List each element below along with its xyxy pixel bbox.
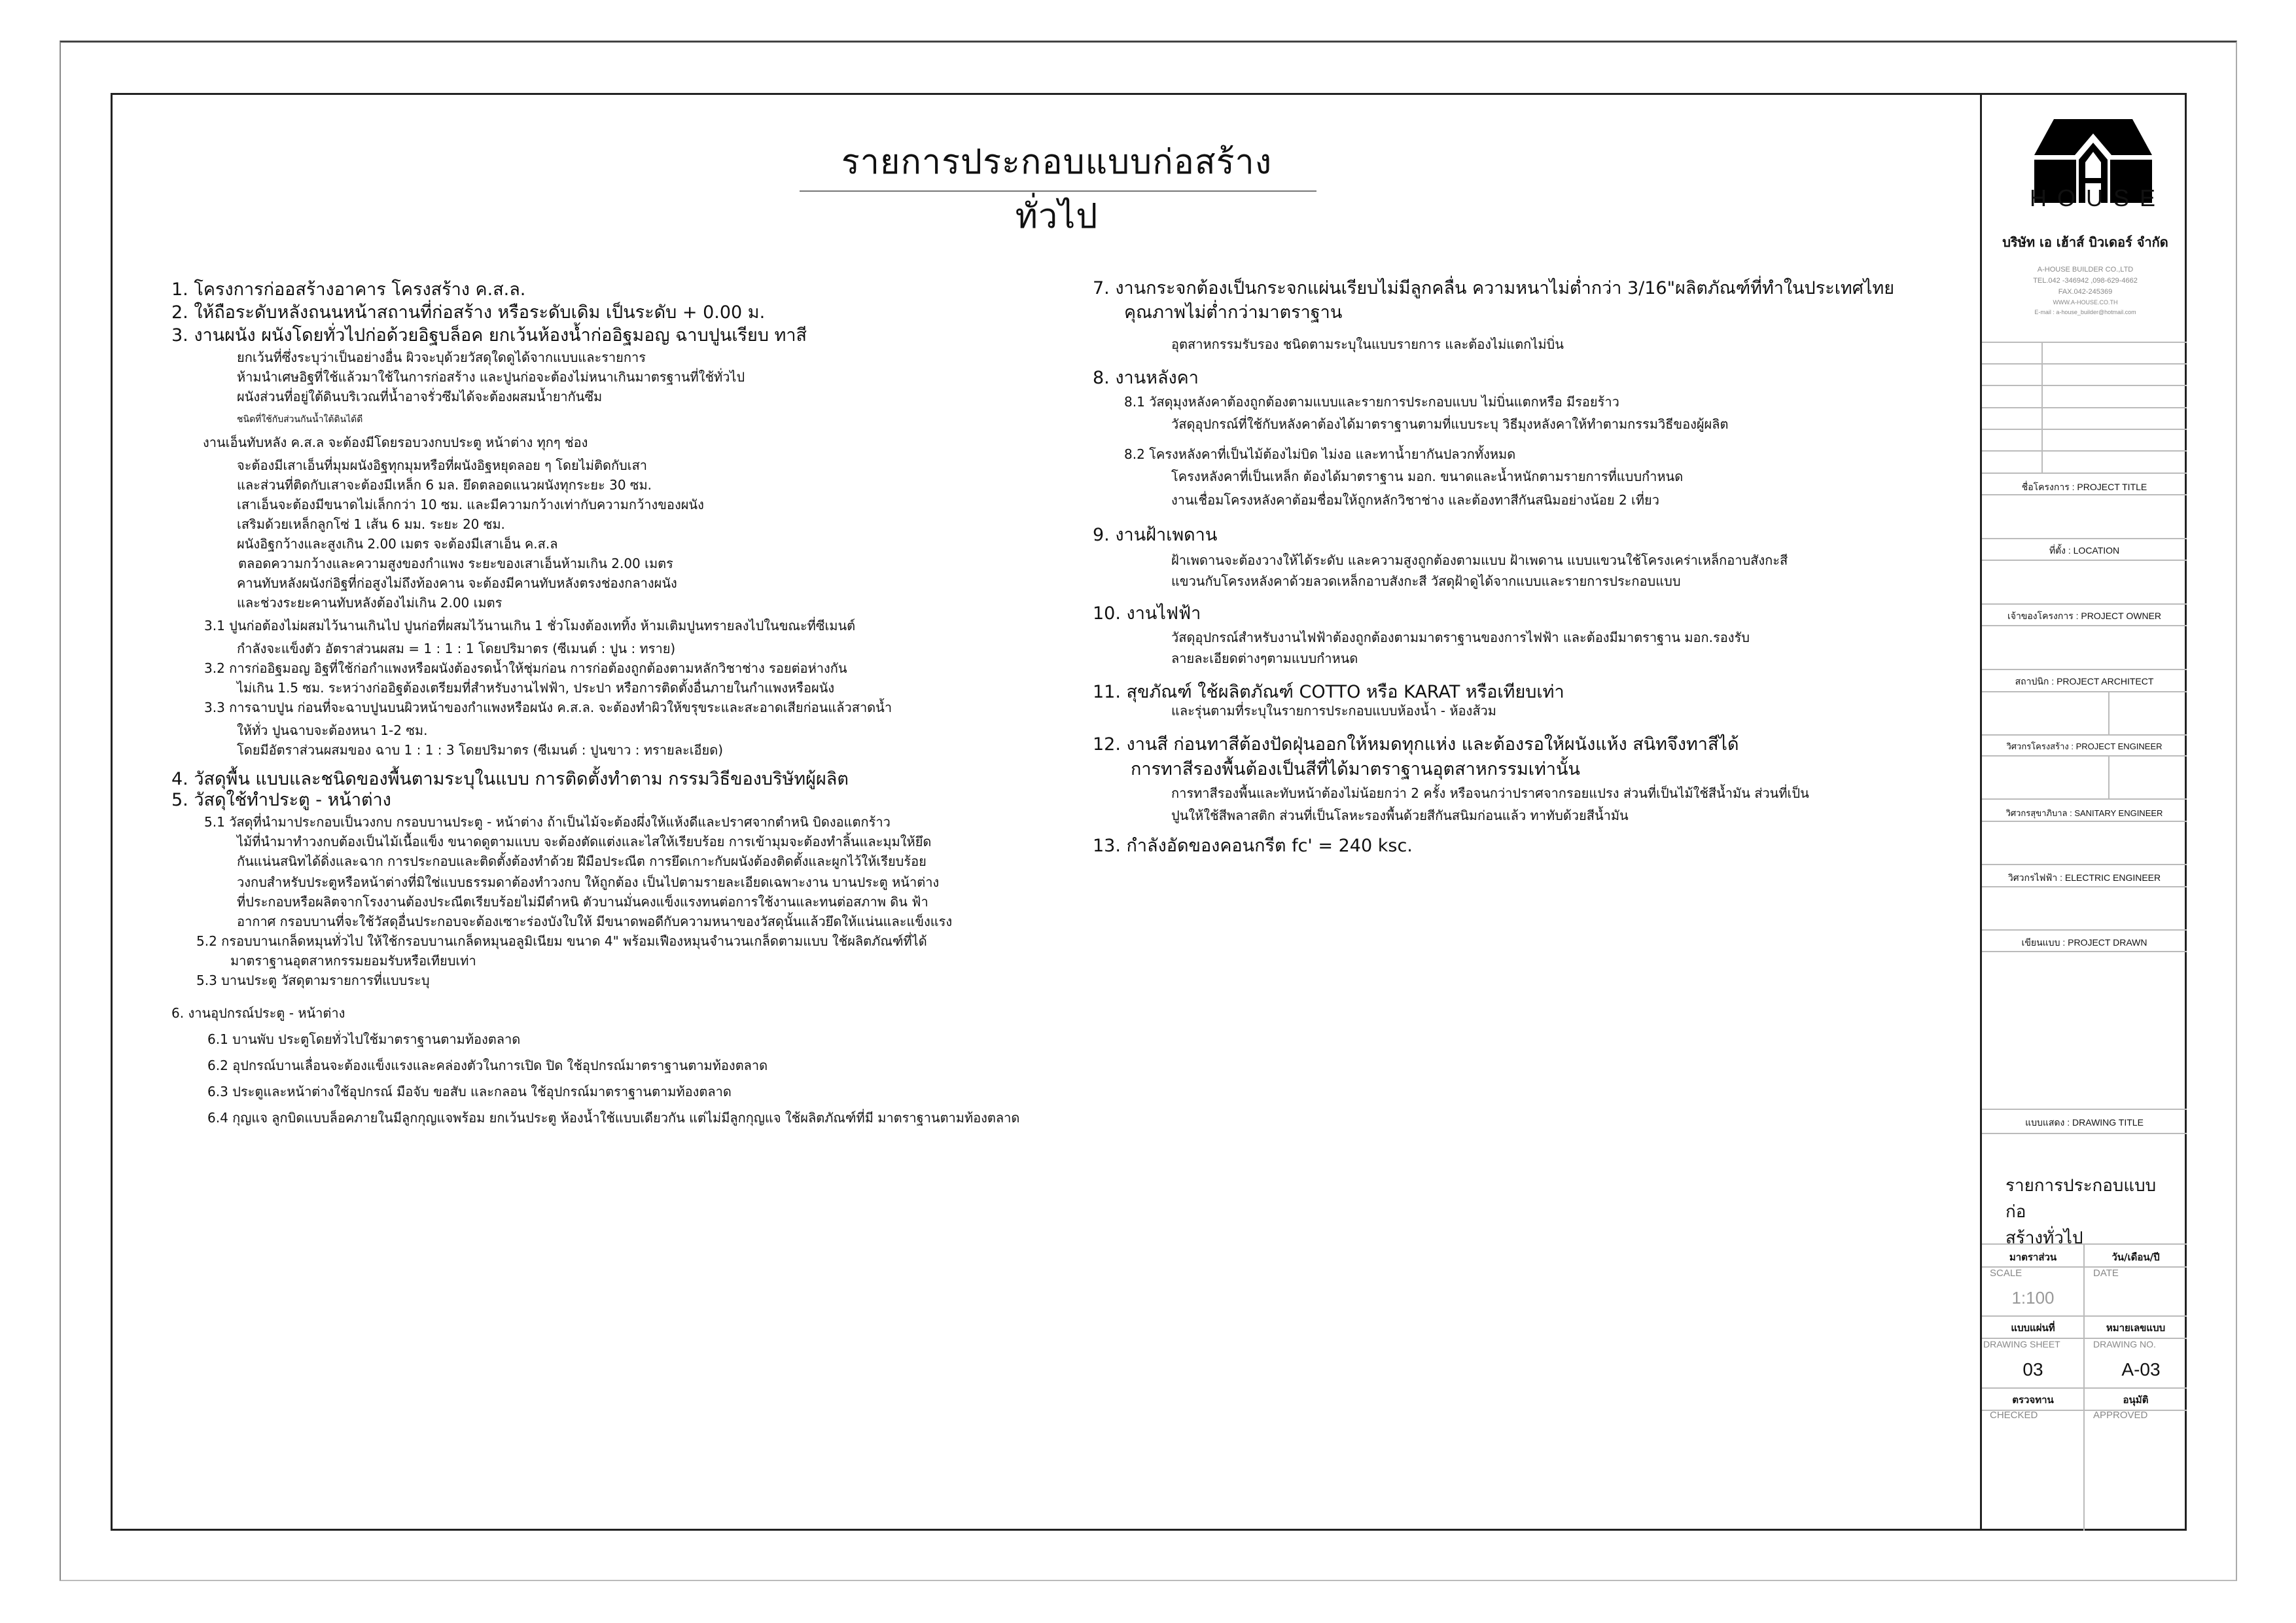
sheet-title: รายการประกอบแบบก่อสร้างทั่วไป <box>841 143 1273 236</box>
electric-engineer-label: วิศวกรไฟฟ้า : ELECTRIC ENGINEER <box>2007 872 2161 883</box>
project-title-label: ชื่อโครงการ : PROJECT TITLE <box>2021 482 2147 492</box>
note-line: 6.4 กุญแจ ลูกบิดแบบล็อคภายในมีลูกกุญแจพร้อม ยกเว้นประตู ห้องน้ำใช้แบบเดียวกัน แต่ไม่มีลูกกุญแจ ใช้ผลิตภัณฑ์ที่มี มาตราฐานตามท้องตลาด <box>207 1110 1020 1126</box>
divider <box>1982 538 2187 539</box>
note-line: ที่ประกอบหรือผลิตจากโรงงานต้องประณีตเรียบร้อยไม่มีตำหนิ ตัวบานมั่นคงแข็งแรงทนต่อการใช้งานและทนต่อสภาพ ดิน ฟ้า <box>237 894 928 910</box>
note-line: อากาศ กรอบบานที่จะใช้วัสดุอื่นประกอบจะต้องเซาะร่องบังใบให้ มีขนาดพอดีกับความหนาของวัสดุนั้นแล้วยึดให้แน่นและแข็งแรง <box>237 914 953 929</box>
note-line: ลายละเอียดต่างๆตามแบบกำหนด <box>1171 651 1358 666</box>
note-line: กันแน่นสนิทได้ดิ่งและฉาก การประกอบและติดตั้งต้องทำด้วย ฝีมือประณีต การยึดเกาะกับผนังต้องติดตั้งและผูกไว้ให้เรียบร้อย <box>237 853 927 869</box>
company-tel: TEL.042 -346942 ,098-629-4662 <box>2033 277 2138 285</box>
note-line: 2. ให้ถือระดับหลังถนนหน้าสถานที่ก่อสร้าง หรือระดับเดิม เป็นระดับ + 0.00 ม. <box>171 302 766 323</box>
project-architect-label: สถาปนิก : PROJECT ARCHITECT <box>2015 676 2154 687</box>
project-owner-label: เจ้าของโครงการ : PROJECT OWNER <box>2007 611 2162 621</box>
note-line: และส่วนที่ติดกับเสาจะต้องมีเหล็ก 6 มล. ยึดตลอดแนวผนังทุกระยะ 30 ซม. <box>237 477 652 493</box>
note-line: คานทับหลังผนังก่อิฐที่ก่อสูงไม่ถึงท้องคาน จะต้องมีคานทับหลังตรงช่องกลางผนัง <box>237 575 677 591</box>
divider <box>1982 669 2187 670</box>
logo-wordmark: HOUSE <box>2030 185 2166 211</box>
note-line: ฝ้าเพดานจะต้องวางให้ได้ระดับ และความสูงถูกต้องตามแบบ ฝ้าเพดาน แบบแขวนใช้โครงเคร่าเหล็กอาบสังกะสี <box>1171 552 1788 568</box>
divider <box>1982 1109 2187 1110</box>
note-line: และช่วงระยะคานทับหลังต้องไม่เกิน 2.00 เมตร <box>237 595 503 611</box>
note-line: 5.3 บานประตู วัสดุตามรายการที่แบบระบุ <box>196 972 430 988</box>
drawing-title-value <box>2005 1173 2176 1251</box>
note-line: ให้ทั่ว ปูนฉาบจะต้องหนา 1-2 ซม. <box>237 722 428 738</box>
drawing-sheet-value: 03 <box>2022 1359 2043 1380</box>
approved-label-thai: อนุมัติ <box>2123 1394 2149 1406</box>
note-line: เสริมด้วยเหล็กลูกโซ่ 1 เส้น 6 มม. ระยะ 20 ซม. <box>237 516 505 532</box>
divider <box>1982 625 2187 626</box>
note-line: ห้ามนำเศษอิฐที่ใช้แล้วมาใช้ในการก่อสร้าง และปูนก่อจะต้องไม่หนาเกินมาตรฐานที่ใช้ทั่วไป <box>237 369 745 385</box>
sheet-label-thai: แบบแผ่นที่ <box>2011 1322 2055 1334</box>
drawing-no-label: DRAWING NO. <box>2093 1339 2156 1349</box>
divider <box>1982 821 2187 822</box>
note-line: 1. โครงการก่ออสร้างอาคาร โครงสร้าง ค.ส.ล. <box>171 279 526 300</box>
divider <box>1982 407 2187 408</box>
note-line: ชนิดที่ใช้กับส่วนกันน้ำใต้ดินได้ดี <box>237 414 363 425</box>
project-engineer-label: วิศวกรโครงสร้าง : PROJECT ENGINEER <box>2006 741 2163 751</box>
note-line: ไม่เกิน 1.5 ซม. ระหว่างก่ออิฐต้องเตรียมที่สำหรับงานไฟฟ้า, ประปา หรือการติดตั้งอื่นภายในกำแพงหรือผนัง <box>237 680 835 696</box>
note-line: วงกบสำหรับประตูหรือหน้าต่างที่มิใช่แบบธรรมดาต้องทำวงกบ ให้ถูกต้อง เป็นไปตามรายละเอียดเฉพาะงาน บานประตู หน้าต่าง <box>237 874 940 890</box>
note-line: 3.2 การก่ออิฐมอญ อิฐที่ใช้ก่อกำแพงหรือผนังต้องรดน้ำให้ชุ่มก่อน การก่อต้องถูกต้องตามหลักวิชาช่าง รอยต่อห่างกัน <box>204 660 847 676</box>
date-label: DATE <box>2093 1268 2119 1279</box>
note-line: โดยมีอัตราส่วนผสมของ ฉาบ 1 : 1 : 3 โดยปริมาตร (ซีเมนต์ : ปูนขาว : ทรายละเอียด) <box>237 742 724 758</box>
divider <box>1982 385 2187 386</box>
divider <box>1982 755 2187 757</box>
company-fax: FAX.042-245369 <box>2058 288 2113 296</box>
divider <box>2108 691 2110 734</box>
note-line: 10. งานไฟฟ้า <box>1093 603 1201 624</box>
note-line: 8.2 โครงหลังคาที่เป็นไม้ต้องไม่บิด ไม่งอ และทาน้ำยากันปลวกทั้งหมด <box>1124 446 1516 462</box>
divider <box>1982 494 2187 495</box>
note-line: 3.1 ปูนก่อต้องไม่ผสมไว้นานเกินไป ปูนก่อที่ผสมไว้นานเกิน 1 ชั่วโมงต้องเททิ้ง ห้ามเติมปูนทรายลงไปในขณะที่ซีเมนต์ <box>204 618 856 633</box>
company-website[interactable]: WWW.A-HOUSE.CO.TH <box>2053 299 2118 306</box>
note-line: 12. งานสี ก่อนทาสีต้องปัดฝุ่นออกให้หมดทุกแห่ง และต้องรอให้ผนังแห้ง สนิทจึงทาสีได้ <box>1093 734 1739 755</box>
company-name-english: A-HOUSE BUILDER CO.,LTD <box>2037 266 2134 274</box>
note-line: ผนังอิฐกว้างและสูงเกิน 2.00 เมตร จะต้องมีเสาเอ็น ค.ส.ล <box>237 536 558 552</box>
sanitary-engineer-label: วิศวกรสุขาภิบาล : SANITARY ENGINEER <box>2005 808 2163 818</box>
note-line: ไม้ที่นำมาทำวงกบต้องเป็นไม้เนื้อแข็ง ขนาดดูตามแบบ จะต้องตัดแต่งและไสให้เรียบร้อย การเข้ามุมจะต้องทำลิ้นและมุมให้ยึด <box>237 834 932 849</box>
note-line: 6.1 บานพับ ประตูโดยทั่วไปใช้มาตราฐานตามท้องตลาด <box>207 1031 521 1047</box>
note-line: เสาเอ็นจะต้องมีขนาดไม่เล็กกว่า 10 ซม. และมีความกว้างเท่ากับความกว้างของผนัง <box>237 497 704 512</box>
note-line: 5.1 วัสดุที่นำมาประกอบเป็นวงกบ กรอบบานประตู - หน้าต่าง ถ้าเป็นไม้จะต้องผึ่งให้แห้งดีและปราศจากตำหนิ บิดงอแตกร้าว <box>204 814 891 830</box>
note-line: กำลังจะแข็งตัว อัตราส่วนผสม = 1 : 1 : 1 โดยปริมาตร (ซีเมนต์ : ปูน : ทราย) <box>237 641 676 656</box>
checked-label: CHECKED <box>1990 1410 2038 1421</box>
divider <box>1982 864 2187 865</box>
scale-label-thai: มาตราส่วน <box>2009 1251 2057 1263</box>
note-line: แขวนกับโครงหลังคาด้วยลวดเหล็กอาบสังกะสี วัสดุฝ้าดูได้จากแบบและรายการประกอบแบบ <box>1171 573 1681 589</box>
note-line: โครงหลังคาที่เป็นเหล็ก ต้องได้มาตราฐาน มอก. ขนาดและน้ำหนักตามรายการที่แบบกำหนด <box>1171 469 1684 484</box>
divider <box>1982 951 2187 952</box>
note-line: คุณภาพไม่ต่ำกว่ามาตราฐาน <box>1124 302 1343 323</box>
project-drawn-label: เขียนแบบ : PROJECT DRAWN <box>2021 937 2147 948</box>
divider <box>1982 342 2187 343</box>
drawing-title-line: สร้างทั่วไป <box>2005 1228 2083 1248</box>
note-line: วัสดุอุปกรณ์สำหรับงานไฟฟ้าต้องถูกต้องตามมาตราฐานของการไฟฟ้า และต้องมีมาตราฐาน มอก.รองรับ <box>1171 630 1750 645</box>
note-line: ปูนให้ใช้สีพลาสติก ส่วนที่เป็นโลหะรองพื้นด้วยสีกันสนิมก่อนแล้ว ทาทับด้วยสีน้ำมัน <box>1171 808 1629 823</box>
note-line: ตลอดความกว้างและความสูงของกำแพง ระยะของเสาเอ็นห้ามเกิน 2.00 เมตร <box>238 556 673 571</box>
note-line: จะต้องมีเสาเอ็นที่มุมผนังอิฐทุกมุมหรือที่ผนังอิฐหยุดลอย ๆ โดยไม่ติดกับเสา <box>237 457 648 473</box>
note-line: การทาสีรองพื้นและทับหน้าต้องไม่น้อยกว่า 2 ครั้ง หรือจนกว่าปราศจากรอยแปรง ส่วนที่เป็นไม้ใช้สีน้ำมัน ส่วนที่เป็น <box>1171 785 1809 801</box>
checked-label-thai: ตรวจทาน <box>2012 1394 2054 1406</box>
drawing-sheet-label: DRAWING SHEET <box>1983 1339 2060 1349</box>
date-label-thai: วัน/เดือน/ปี <box>2111 1251 2160 1263</box>
drawing-title-line: รายการประกอบแบบก่อ <box>2005 1176 2157 1222</box>
location-label: ที่ตั้ง : LOCATION <box>2049 545 2120 556</box>
scale-label: SCALE <box>1990 1268 2022 1279</box>
note-line: มาตราฐานอุตสาหกรรมยอมรับหรือเทียบเท่า <box>230 953 476 969</box>
company-name-thai: บริษัท เอ เฮ้าส์ บิวเดอร์ จำกัด <box>2002 234 2168 250</box>
note-line: การทาสีรองพื้นต้องเป็นสีที่ได้มาตราฐานอุตสาหกรรมเท่านั้น <box>1131 759 1580 779</box>
note-line: 11. สุขภัณฑ์ ใช้ผลิตภัณฑ์ COTTO หรือ KARAT หรือเทียบเท่า <box>1093 682 1564 702</box>
note-line: 8. งานหลังคา <box>1093 368 1199 388</box>
divider <box>1982 691 2187 692</box>
note-line: 6. งานอุปกรณ์ประตู - หน้าต่าง <box>171 1005 345 1021</box>
note-line: 7. งานกระจกต้องเป็นกระจกแผ่นเรียบไม่มีลูกคลื่น ความหนาไม่ต่ำกว่า 3/16"ผลิตภัณฑ์ที่ทำในประเทศไทย <box>1093 278 1895 298</box>
note-line: 3. งานผนัง ผนังโดยทั่วไปก่อด้วยอิฐบล็อค ยกเว้นห้องน้ำก่ออิฐมอญ ฉาบปูนเรียบ ทาสี <box>171 325 807 346</box>
note-line: 5.2 กรอบบานเกล็ดหมุนทั่วไป ให้ใช้กรอบบานเกล็ดหมุนอลูมิเนียม ขนาด 4" พร้อมเฟืองหมุนจำนวนเกล็ดตามแบบ ใช้ผลิตภัณฑ์ที่ได้ <box>196 933 927 949</box>
divider <box>1982 603 2187 605</box>
title-block <box>1980 93 2187 1531</box>
company-contact <box>1982 264 2189 317</box>
company-email[interactable]: E-mail : a-house_builder@hotmail.com <box>2034 309 2136 315</box>
note-line: อุตสาหกรรมรับรอง ชนิดตามระบุในแบบรายการ และต้องไม่แตกไม่บิ่น <box>1171 336 1564 352</box>
drawing-title-label: แบบแสดง : DRAWING TITLE <box>2025 1117 2144 1128</box>
divider <box>1982 450 2187 452</box>
note-line: 8.1 วัสดุมุงหลังคาต้องถูกต้องตามแบบและรายการประกอบแบบ ไม่บิ่นแตกหรือ มีรอยร้าว <box>1124 394 1619 410</box>
approved-label: APPROVED <box>2093 1410 2148 1421</box>
divider <box>1982 560 2187 561</box>
drawing-no-label-thai: หมายเลขแบบ <box>2106 1322 2166 1334</box>
note-line: งานเอ็นทับหลัง ค.ส.ล จะต้องมีโดยรอบวงกบประตู หน้าต่าง ทุกๆ ช่อง <box>203 435 588 450</box>
note-line: 6.3 ประตูและหน้าต่างใช้อุปกรณ์ มือจับ ขอสับ และกลอน ใช้อุปกรณ์มาตราฐานตามท้องตลาด <box>207 1084 732 1099</box>
note-line: และรุ่นตามที่ระบุในรายการประกอบแบบห้องน้ำ - ห้องส้วม <box>1171 703 1496 719</box>
note-line: 4. วัสดุพื้น แบบและชนิดของพื้นตามระบุในแบบ การติดตั้งทำตาม กรรมวิธีของบริษัทผู้ผลิต <box>171 769 849 789</box>
divider <box>1982 886 2187 887</box>
note-line: 13. กำลังอัดของคอนกรีต fc' = 240 ksc. <box>1093 836 1413 856</box>
divider <box>1982 1133 2187 1134</box>
title-underline <box>800 190 1316 192</box>
divider <box>2041 342 2043 473</box>
divider <box>1982 734 2187 736</box>
note-line: งานเชื่อมโครงหลังคาต้อมชื่อมให้ถูกหลักวิชาช่าง และต้องทาสีกันสนิมอย่างน้อย 2 เที่ยว <box>1171 492 1660 508</box>
drawing-no-value: A-03 <box>2121 1359 2161 1380</box>
divider <box>1982 473 2187 474</box>
divider <box>1982 429 2187 430</box>
note-line: 9. งานฝ้าเพดาน <box>1093 525 1218 545</box>
divider <box>1982 1387 2187 1389</box>
note-line: 5. วัสดุใช้ทำประตู - หน้าต่าง <box>171 790 391 810</box>
divider <box>1982 798 2187 800</box>
divider <box>1982 1315 2187 1317</box>
divider <box>1982 363 2187 365</box>
note-line: 6.2 อุปกรณ์บานเลื่อนจะต้องแข็งแรงและคล่องตัวในการเปิด ปิด ใช้อุปกรณ์มาตราฐานตามท้องตลาด <box>207 1058 768 1073</box>
divider <box>1982 929 2187 931</box>
note-line: 3.3 การฉาบปูน ก่อนที่จะฉาบปูนบนผิวหน้าของกำแพงหรือผนัง ค.ส.ล. จะต้องทำผิวให้ขรุขระและสะอาดเสียก่อนแล้วสาดน้ำ <box>204 700 892 715</box>
note-line: ผนังส่วนที่อยู่ใต้ดินบริเวณที่น้ำอาจรั่วซึมได้จะต้องผสมน้ำยากันซึม <box>237 389 603 404</box>
note-line: วัสดุอุปกรณ์ที่ใช้กับหลังคาต้องได้มาตราฐานตามที่แบบระบุ วิธีมุงหลังคาให้ทำตามกรรมวิธีของผู้ผลิต <box>1171 416 1729 432</box>
divider <box>2108 755 2110 798</box>
scale-value: 1:100 <box>2011 1288 2055 1308</box>
note-line: ยกเว้นที่ซึ่งระบุว่าเป็นอย่างอื่น ผิวจะบุด้วยวัสดุใดดูได้จากแบบและรายการ <box>237 349 646 365</box>
